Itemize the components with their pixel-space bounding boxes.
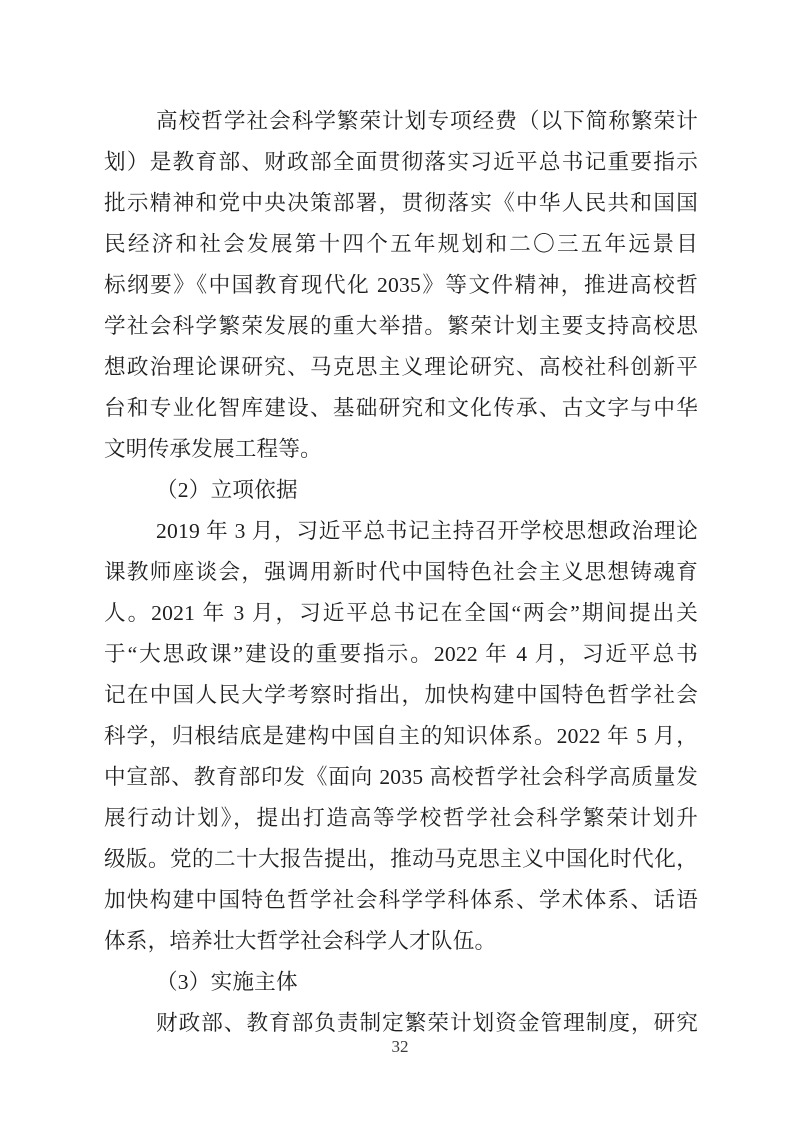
text-line: 人。2021 年 3 月，习近平总书记在全国“两会”期间提出关: [104, 601, 698, 625]
text-line: （2）立项依据: [156, 478, 298, 502]
text-line: （3）实施主体: [156, 970, 298, 994]
text-line: 课教师座谈会，强调用新时代中国特色社会主义思想铸魂育: [104, 560, 698, 584]
text-line: 民经济和社会发展第十四个五年规划和二〇三五年远景目: [104, 232, 698, 256]
text-line: 台和专业化智库建设、基础研究和文化传承、古文字与中华: [104, 396, 698, 420]
text-line: 加快构建中国特色哲学社会科学学科体系、学术体系、话语: [104, 888, 698, 912]
text-line: 批示精神和党中央决策部署，贯彻落实《中华人民共和国国: [104, 191, 698, 215]
text-line: 级版。党的二十大报告提出，推动马克思主义中国化时代化，: [104, 847, 698, 871]
text-line: 中宣部、教育部印发《面向 2035 高校哲学社会科学高质量发: [104, 765, 698, 789]
text-line: 于“大思政课”建设的重要指示。2022 年 4 月，习近平总书: [104, 642, 698, 666]
text-line: 展行动计划》，提出打造高等学校哲学社会科学繁荣计划升: [104, 806, 698, 830]
text-line: 标纲要》《中国教育现代化 2035》等文件精神，推进高校哲: [104, 273, 698, 297]
text-line: 文明传承发展工程等。: [104, 437, 322, 461]
text-line: 学社会科学繁荣发展的重大举措。繁荣计划主要支持高校思: [104, 314, 698, 338]
text-line: 2019 年 3 月，习近平总书记主持召开学校思想政治理论: [156, 519, 698, 543]
text-line: 体系，培养壮大哲学社会科学人才队伍。: [104, 929, 497, 953]
text-line: 想政治理论课研究、马克思主义理论研究、高校社科创新平: [104, 355, 698, 379]
page-number: 32: [391, 1037, 409, 1056]
text-line: 科学，归根结底是建构中国自主的知识体系。2022 年 5 月，: [104, 724, 698, 748]
page-body: [104, 101, 698, 1044]
text-line: 高校哲学社会科学繁荣计划专项经费（以下简称繁荣计: [156, 109, 698, 133]
text-line: 划）是教育部、财政部全面贯彻落实习近平总书记重要指示: [104, 150, 698, 174]
text-line: 财政部、教育部负责制定繁荣计划资金管理制度，研究: [156, 1011, 698, 1035]
text-line: 记在中国人民大学考察时指出，加快构建中国特色哲学社会: [104, 683, 698, 707]
